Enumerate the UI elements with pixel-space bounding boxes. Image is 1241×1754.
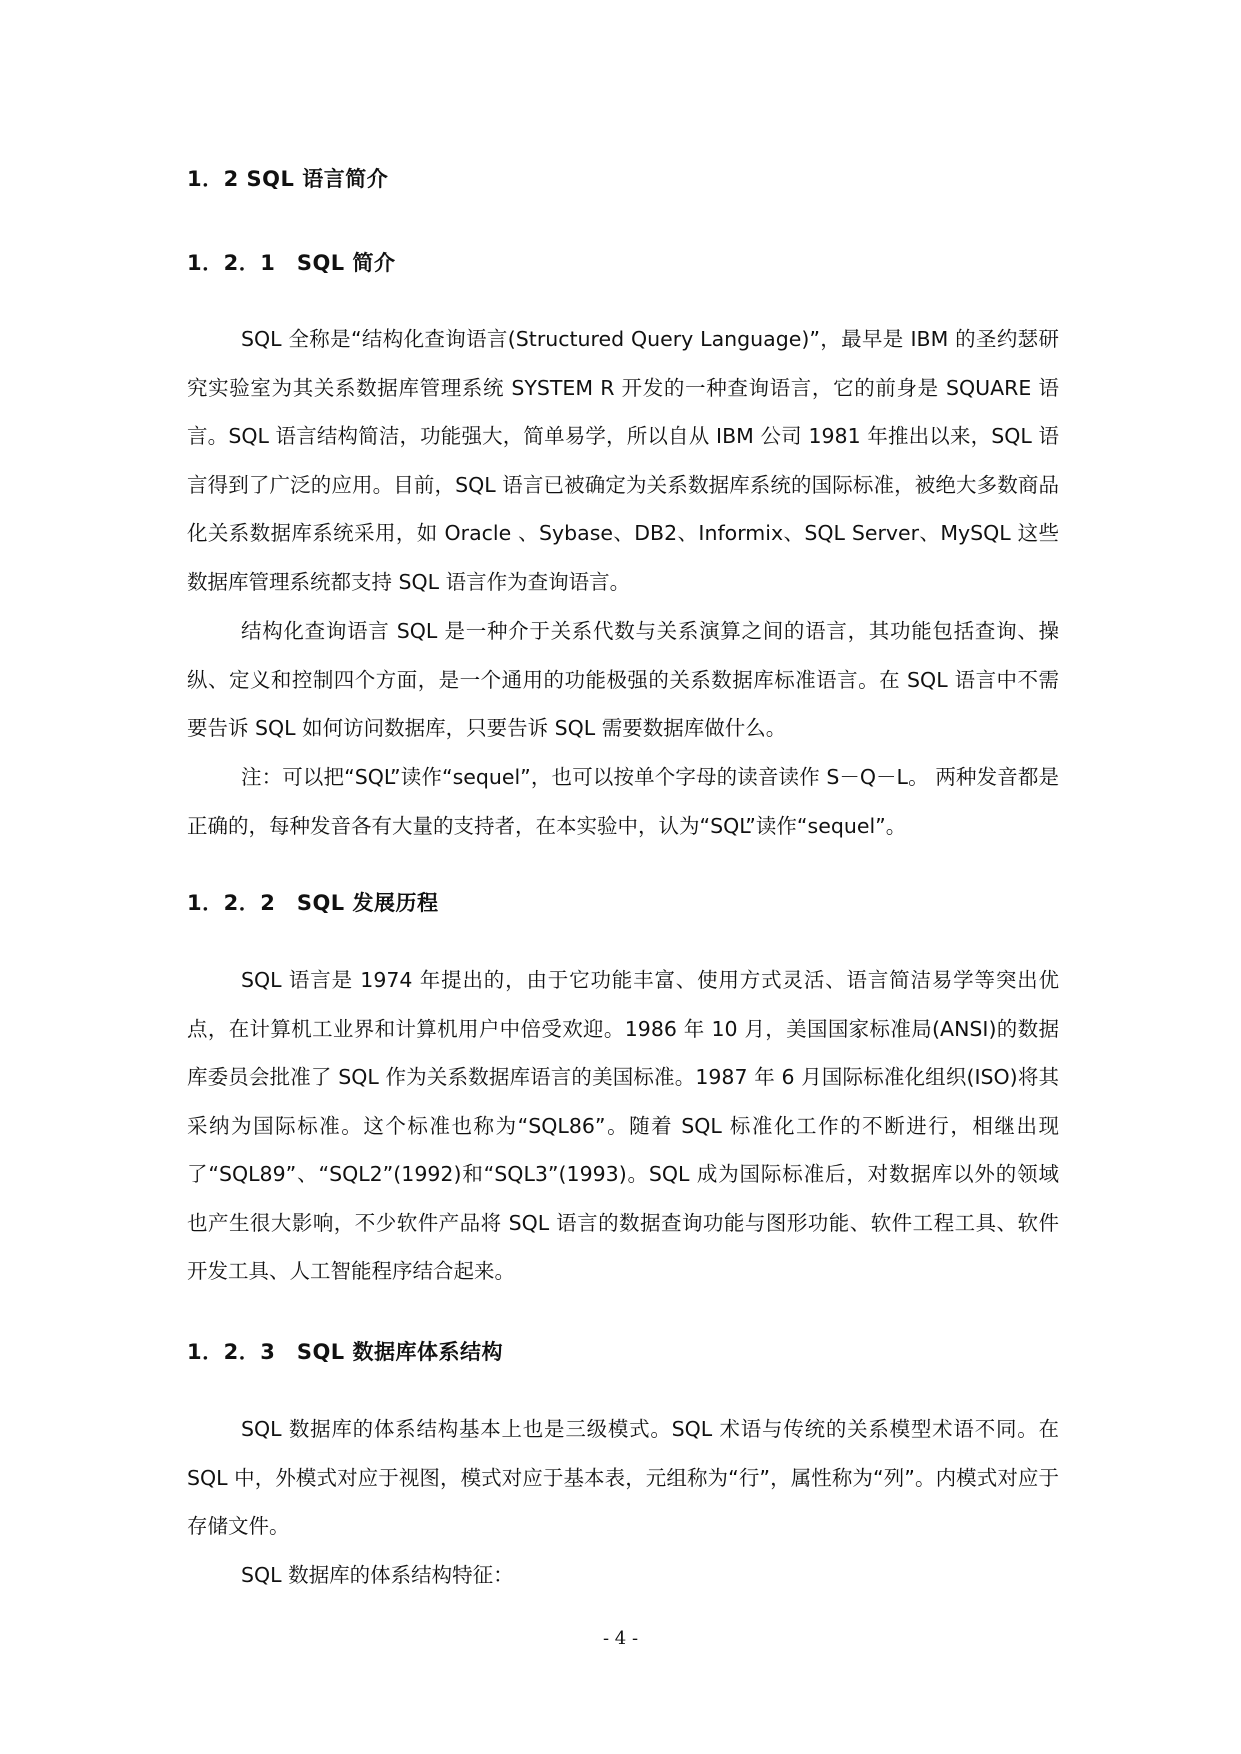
paragraph-sql-pronunciation-note: 注：可以把“SQL”读作“sequel”，也可以按单个字母的读音读作 S－Q－L。 两种发音都是正确的，每种发音各有大量的支持者，在本实验中，认为“SQL”读作“sequel”。 [187, 765, 1059, 838]
paragraph-sql-architecture: SQL 数据库的体系结构基本上也是三级模式。SQL 术语与传统的关系模型术语不同。在 SQL 中，外模式对应于视图，模式对应于基本表，元组称为“行”，属性称为“列”。内模式对应于存储文件。 [187, 1417, 1059, 1538]
paragraph-sql-functions: 结构化查询语言 SQL 是一种介于关系代数与关系演算之间的语言，其功能包括查询、操纵、定义和控制四个方面，是一个通用的功能极强的关系数据库标准语言。在 SQL 语言中不需要告诉 SQL 如何访问数据库，只要告诉 SQL 需要数据库做什么。 [187, 619, 1059, 740]
subsection-heading-sql-intro: 1．2．1 SQL 简介 [187, 251, 396, 275]
paragraph-sql-architecture-features: SQL 数据库的体系结构特征： [241, 1563, 514, 1587]
subsection-heading-sql-history: 1．2．2 SQL 发展历程 [187, 891, 439, 915]
paragraph-sql-definition: SQL 全称是“结构化查询语言(Structured Query Language)”，最早是 IBM 的圣约瑟研究实验室为其关系数据库管理系统 SYSTEM R 开发的一种查询语言，它的前身是 SQUARE 语言。SQL 语言结构简洁，功能强大，简单易学，所以自从 IBM 公司 1981 年推出以来，SQL 语言得到了广泛的应用。目前，SQL 语言已被确定为关系数据库系统的国际标准，被绝大多数商品化关系数据库系统采用，如 Oracle 、Sybase、DB2、Informix、SQL Server、MySQL 这些数据库管理系统都支持 SQL 语言作为查询语言。 [187, 327, 1059, 594]
page-number: - 4 - [602, 1628, 639, 1649]
section-heading: 1．2 SQL 语言简介 [187, 167, 389, 191]
subsection-heading-sql-architecture: 1．2．3 SQL 数据库体系结构 [187, 1340, 504, 1364]
paragraph-sql-history: SQL 语言是 1974 年提出的，由于它功能丰富、使用方式灵活、语言简洁易学等突出优点，在计算机工业界和计算机用户中倍受欢迎。1986 年 10 月，美国国家标准局(ANSI)的数据库委员会批准了 SQL 作为关系数据库语言的美国标准。1987 年 6 月国际标准化组织(ISO)将其采纳为国际标准。这个标准也称为“SQL86”。随着 SQL 标准化工作的不断进行，相继出现了“SQL89”、“SQL2”(1992)和“SQL3”(1993)。SQL 成为国际标准后，对数据库以外的领域也产生很大影响，不少软件产品将 SQL 语言的数据查询功能与图形功能、软件工程工具、软件开发工具、人工智能程序结合起来。 [187, 968, 1059, 1283]
